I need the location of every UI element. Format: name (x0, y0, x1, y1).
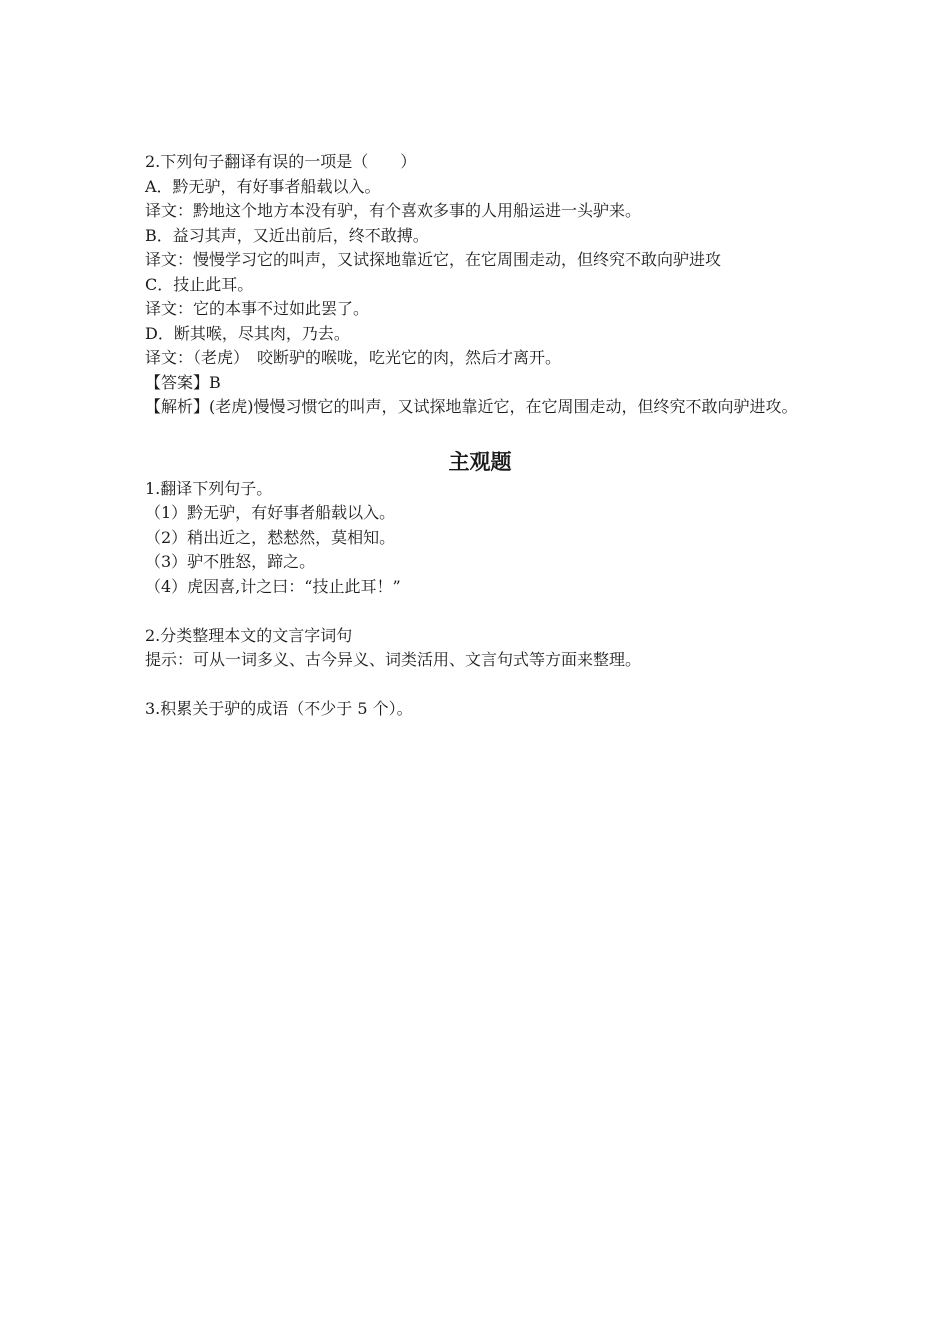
document-content (145, 150, 815, 722)
question-1-item: （4）虎因喜,计之曰：“技止此耳！” (145, 576, 401, 596)
question-1-item: （2）稍出近之，慭慭然，莫相知。 (145, 527, 396, 547)
question-1-item: （3）驴不胜怒，蹄之。 (145, 552, 316, 571)
question-1: 1.翻译下列句子。 (145, 478, 273, 498)
question-3: 3.积累关于驴的成语（不少于 5 个）。 (145, 699, 413, 718)
translation-d: 译文：（老虎） 咬断驴的喉咙，吃光它的肉，然后才离开。 (145, 348, 562, 367)
mc-question: 2.下列句子翻译有误的一项是（ ） (145, 152, 417, 171)
question-2-hint: 提示：可从一词多义、古今异义、词类活用、文言句式等方面来整理。 (145, 650, 642, 669)
option-d: D．断其喉，尽其肉，乃去。 (145, 323, 350, 343)
analysis: 【解析】(老虎)慢慢习惯它的叫声，又试探地靠近它，在它周围走动，但终究不敢向驴进攻。 (145, 397, 798, 416)
translation-c: 译文：它的本事不过如此罢了。 (145, 299, 370, 318)
option-c: C．技止此耳。 (145, 274, 254, 294)
translation-b: 译文：慢慢学习它的叫声，又试探地靠近它，在它周围走动，但终究不敢向驴进攻 (145, 250, 722, 269)
option-b: B．益习其声，又近出前后，终不敢搏。 (145, 225, 429, 245)
question-1-item: （1）黔无驴，有好事者船载以入。 (145, 503, 396, 522)
section-title: 主观题 (448, 449, 512, 474)
spacer (145, 599, 815, 624)
translation-a: 译文：黔地这个地方本没有驴，有个喜欢多事的人用船运进一头驴来。 (145, 201, 642, 220)
answer: 【答案】B (145, 372, 221, 392)
option-a: A．黔无驴，有好事者船载以入。 (145, 176, 381, 196)
spacer (145, 673, 815, 698)
question-2: 2.分类整理本文的文言字词句 (145, 625, 353, 645)
